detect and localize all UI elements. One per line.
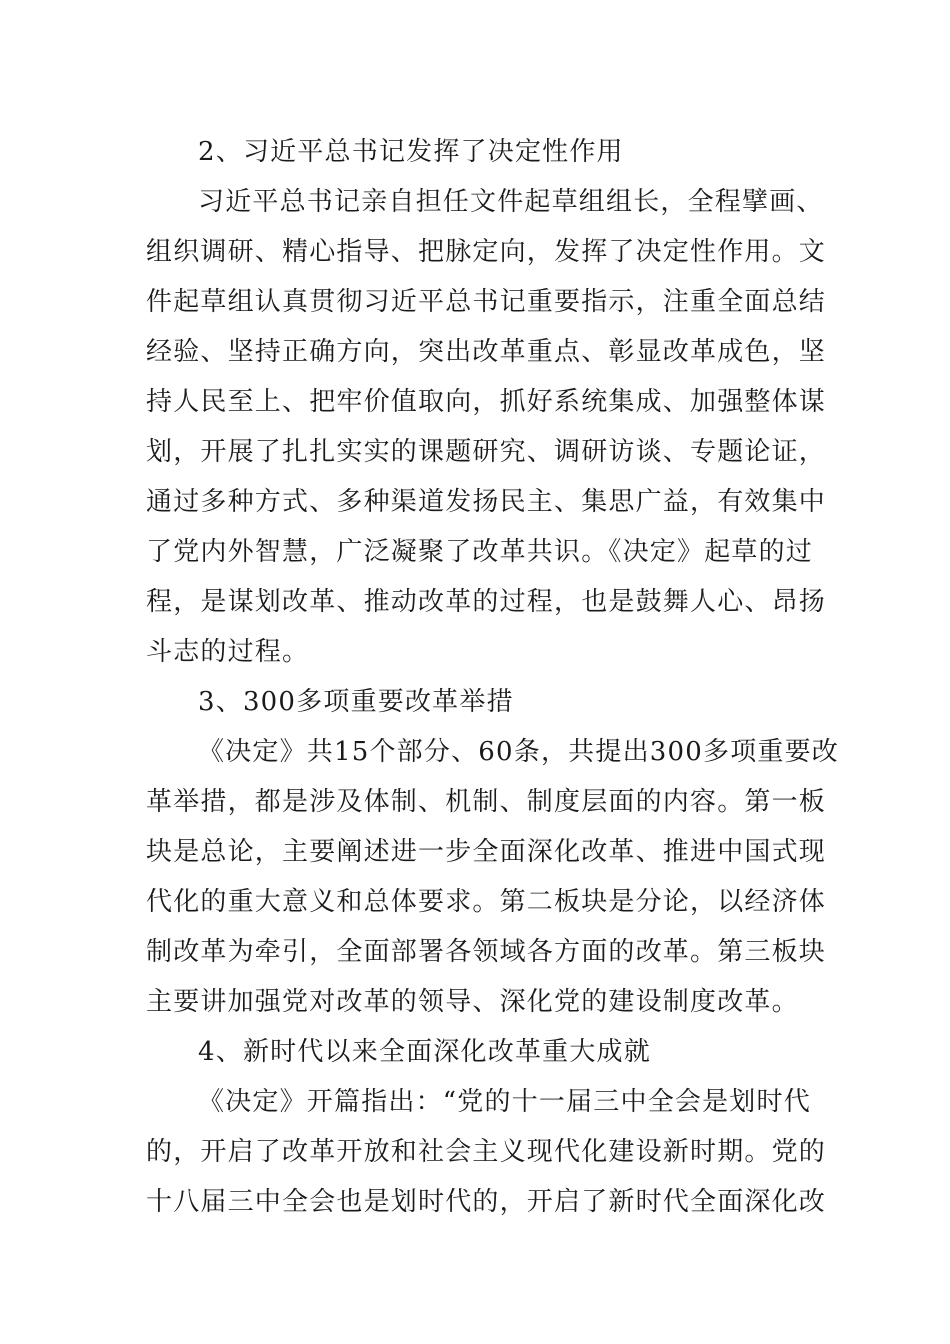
paragraph-line: 组织调研、精心指导、把脉定向，发挥了决定性作用。文 [146, 237, 827, 267]
paragraph-line: 通过多种方式、多种渠道发扬民主、集思广益，有效集中 [146, 487, 827, 517]
paragraph-line: 主要讲加强党对改革的领导、深化党的建设制度改革。 [146, 987, 799, 1017]
paragraph-line: 革举措，都是涉及体制、机制、制度层面的内容。第一板 [146, 787, 827, 817]
section-heading: 4、新时代以来全面深化改革重大成就 [198, 1037, 651, 1067]
paragraph-line: 《决定》开篇指出：“党的十一届三中全会是划时代 [198, 1087, 811, 1117]
paragraph-line: 的，开启了改革开放和社会主义现代化建设新时期。党的 [146, 1137, 827, 1167]
section-heading: 3、300多项重要改革举措 [198, 687, 514, 717]
paragraph-line: 制改革为牵引，全面部署各领域各方面的改革。第三板块 [146, 937, 827, 967]
paragraph-line: 程，是谋划改革、推动改革的过程，也是鼓舞人心、昂扬 [146, 587, 827, 617]
paragraph-line: 持人民至上、把牢价值取向，抓好系统集成、加强整体谋 [146, 387, 827, 417]
paragraph-line: 代化的重大意义和总体要求。第二板块是分论，以经济体 [146, 887, 827, 917]
section-heading: 2、习近平总书记发挥了决定性作用 [198, 137, 624, 167]
paragraph-line: 划，开展了扎扎实实的课题研究、调研访谈、专题论证， [146, 437, 827, 467]
paragraph-line: 习近平总书记亲自担任文件起草组组长，全程擘画、 [198, 187, 824, 217]
paragraph-line: 经验、坚持正确方向，突出改革重点、彰显改革成色，坚 [146, 337, 827, 367]
paragraph-line: 块是总论，主要阐述进一步全面深化改革、推进中国式现 [146, 837, 827, 867]
paragraph-line: 《决定》共15个部分、60条，共提出300多项重要改 [198, 737, 839, 767]
paragraph-line: 件起草组认真贯彻习近平总书记重要指示，注重全面总结 [146, 287, 827, 317]
paragraph-line: 斗志的过程。 [146, 637, 310, 667]
paragraph-line: 了党内外智慧，广泛凝聚了改革共识。《决定》起草的过 [146, 537, 814, 567]
paragraph-line: 十八届三中全会也是划时代的，开启了新时代全面深化改 [146, 1187, 827, 1217]
